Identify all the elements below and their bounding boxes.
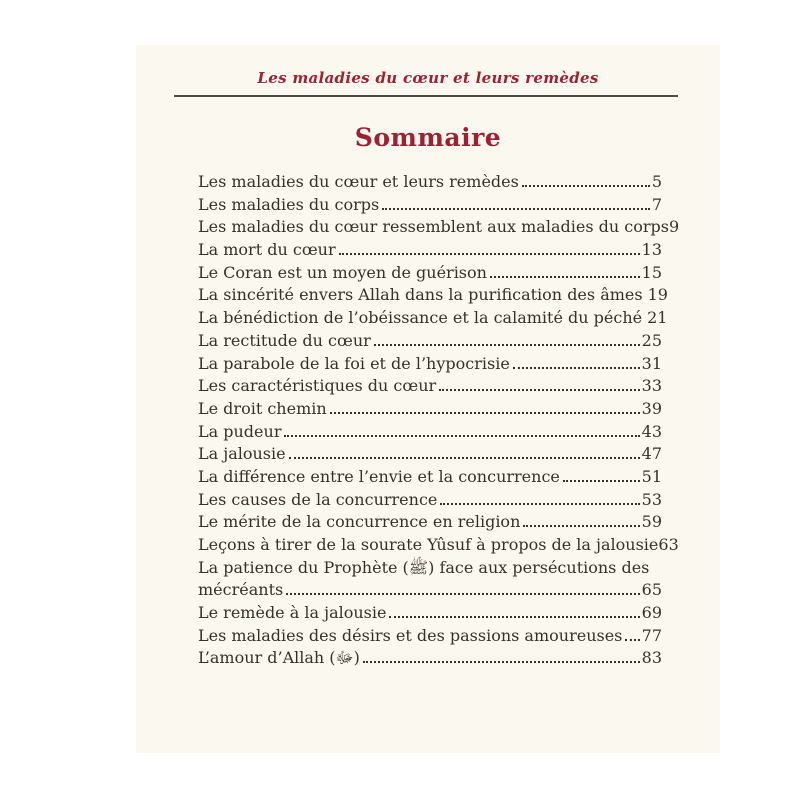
toc-entry xyxy=(198,398,662,421)
toc-entry-page: 51 xyxy=(641,466,662,486)
toc-entry xyxy=(198,421,662,444)
toc-entry xyxy=(198,239,662,262)
toc-entry xyxy=(198,284,668,307)
toc-entry xyxy=(198,647,662,670)
dot-leader xyxy=(440,503,639,505)
dot-leader xyxy=(513,367,640,369)
toc-entry-page: 15 xyxy=(641,262,662,282)
toc-entry xyxy=(198,262,662,285)
dot-leader xyxy=(286,593,639,595)
toc-entry-text: Les maladies du cœur et leurs remèdes xyxy=(198,172,519,191)
toc-entry-text: La parabole de la foi et de l’hypocrisie xyxy=(198,353,510,373)
toc-entry-page: 65 xyxy=(641,580,662,600)
dot-leader xyxy=(284,435,639,437)
toc-entry-text: La bénédiction de l’obéissance et la calamité du péché xyxy=(198,308,643,328)
dot-leader xyxy=(382,208,650,210)
header-rule xyxy=(174,95,678,97)
dot-leader xyxy=(523,525,639,527)
dot-leader xyxy=(389,616,639,618)
toc-entry xyxy=(198,625,662,648)
toc-entry xyxy=(198,330,662,353)
toc-entry xyxy=(198,375,662,398)
dot-leader xyxy=(625,639,639,641)
running-header: Les maladies du cœur et leurs remèdes xyxy=(257,69,599,87)
toc-entry xyxy=(198,466,662,489)
toc-entry-text: La différence entre l’envie et la concurrence xyxy=(198,466,560,486)
toc-entry-text: Le remède à la jalousie xyxy=(198,603,387,623)
toc-entry-text: Les maladies du cœur ressemblent aux maladies du corps xyxy=(198,217,669,237)
toc-entry-text: Le droit chemin xyxy=(198,398,327,418)
toc-entry-page: 43 xyxy=(641,421,662,441)
toc-entry-text: La pudeur xyxy=(198,421,282,441)
toc-entry-text: La rectitude du cœur xyxy=(198,330,371,350)
toc-entry xyxy=(198,511,662,534)
toc-entry-page: 69 xyxy=(641,603,662,623)
toc-entry xyxy=(198,216,680,239)
dot-leader xyxy=(289,457,640,459)
toc-entry xyxy=(198,534,679,557)
toc-entry-text: Les causes de la concurrence xyxy=(198,489,438,509)
toc-entry xyxy=(198,443,662,466)
dot-leader xyxy=(330,412,640,414)
toc-entry-text: Le Coran est un moyen de guérison xyxy=(198,262,487,282)
toc-entry xyxy=(198,489,662,512)
toc-entry-page: 21 xyxy=(647,308,668,328)
toc-entry-text: mécréants xyxy=(198,580,284,600)
page-title: Sommaire xyxy=(354,123,502,152)
dot-leader xyxy=(339,253,640,255)
dot-leader xyxy=(522,185,650,187)
toc-entry-page: 31 xyxy=(641,353,662,373)
dot-leader xyxy=(563,480,640,482)
toc-entry-page: 5 xyxy=(651,172,662,191)
toc-entry-page: 77 xyxy=(641,625,662,645)
dot-leader xyxy=(374,344,640,346)
toc-entry-page: 53 xyxy=(641,489,662,509)
toc-entry-text: Les maladies du corps xyxy=(198,194,380,214)
dot-leader xyxy=(439,389,640,391)
toc-entry-page: 9 xyxy=(668,217,680,237)
toc-entry-text: La mort du cœur xyxy=(198,240,336,260)
toc-entry-page: 47 xyxy=(641,444,662,464)
toc-entry xyxy=(198,579,662,602)
toc-list xyxy=(198,171,680,670)
toc-entry xyxy=(198,557,662,580)
toc-entry-text: Leçons à tirer de la sourate Yûsuf à propos de la jalousie xyxy=(198,535,659,554)
dot-leader xyxy=(490,276,640,278)
toc-entry-text: Le mérite de la concurrence en religion xyxy=(198,512,521,532)
toc-entry-page: 63 xyxy=(658,535,679,554)
toc-entry xyxy=(198,602,662,625)
toc-entry-page: 83 xyxy=(641,648,662,668)
toc-entry xyxy=(198,194,662,217)
toc-entry-text: La patience du Prophète (ﷺ) face aux persécutions des xyxy=(198,557,650,577)
toc-entry-page: 33 xyxy=(641,376,662,396)
toc-entry-page: 39 xyxy=(641,398,662,418)
toc-entry-page: 59 xyxy=(641,512,662,532)
toc-entry-text: La jalousie xyxy=(198,444,286,464)
book-page xyxy=(136,45,720,753)
toc-entry-page: 7 xyxy=(651,194,662,214)
toc-entry-text: La sincérité envers Allah dans la purification des âmes xyxy=(198,285,643,305)
toc-entry xyxy=(198,307,668,330)
toc-entry-text: Les caractéristiques du cœur xyxy=(198,376,437,396)
toc-entry-page: 19 xyxy=(647,285,668,305)
toc-entry-text: L’amour d’Allah (ﷻ) xyxy=(198,648,360,668)
toc-entry-page: 25 xyxy=(641,330,662,350)
toc-entry-text: Les maladies des désirs et des passions amoureuses xyxy=(198,625,623,645)
toc-entry xyxy=(198,171,662,194)
toc-entry-page: 13 xyxy=(641,240,662,260)
toc-entry xyxy=(198,353,662,376)
dot-leader xyxy=(363,661,640,663)
